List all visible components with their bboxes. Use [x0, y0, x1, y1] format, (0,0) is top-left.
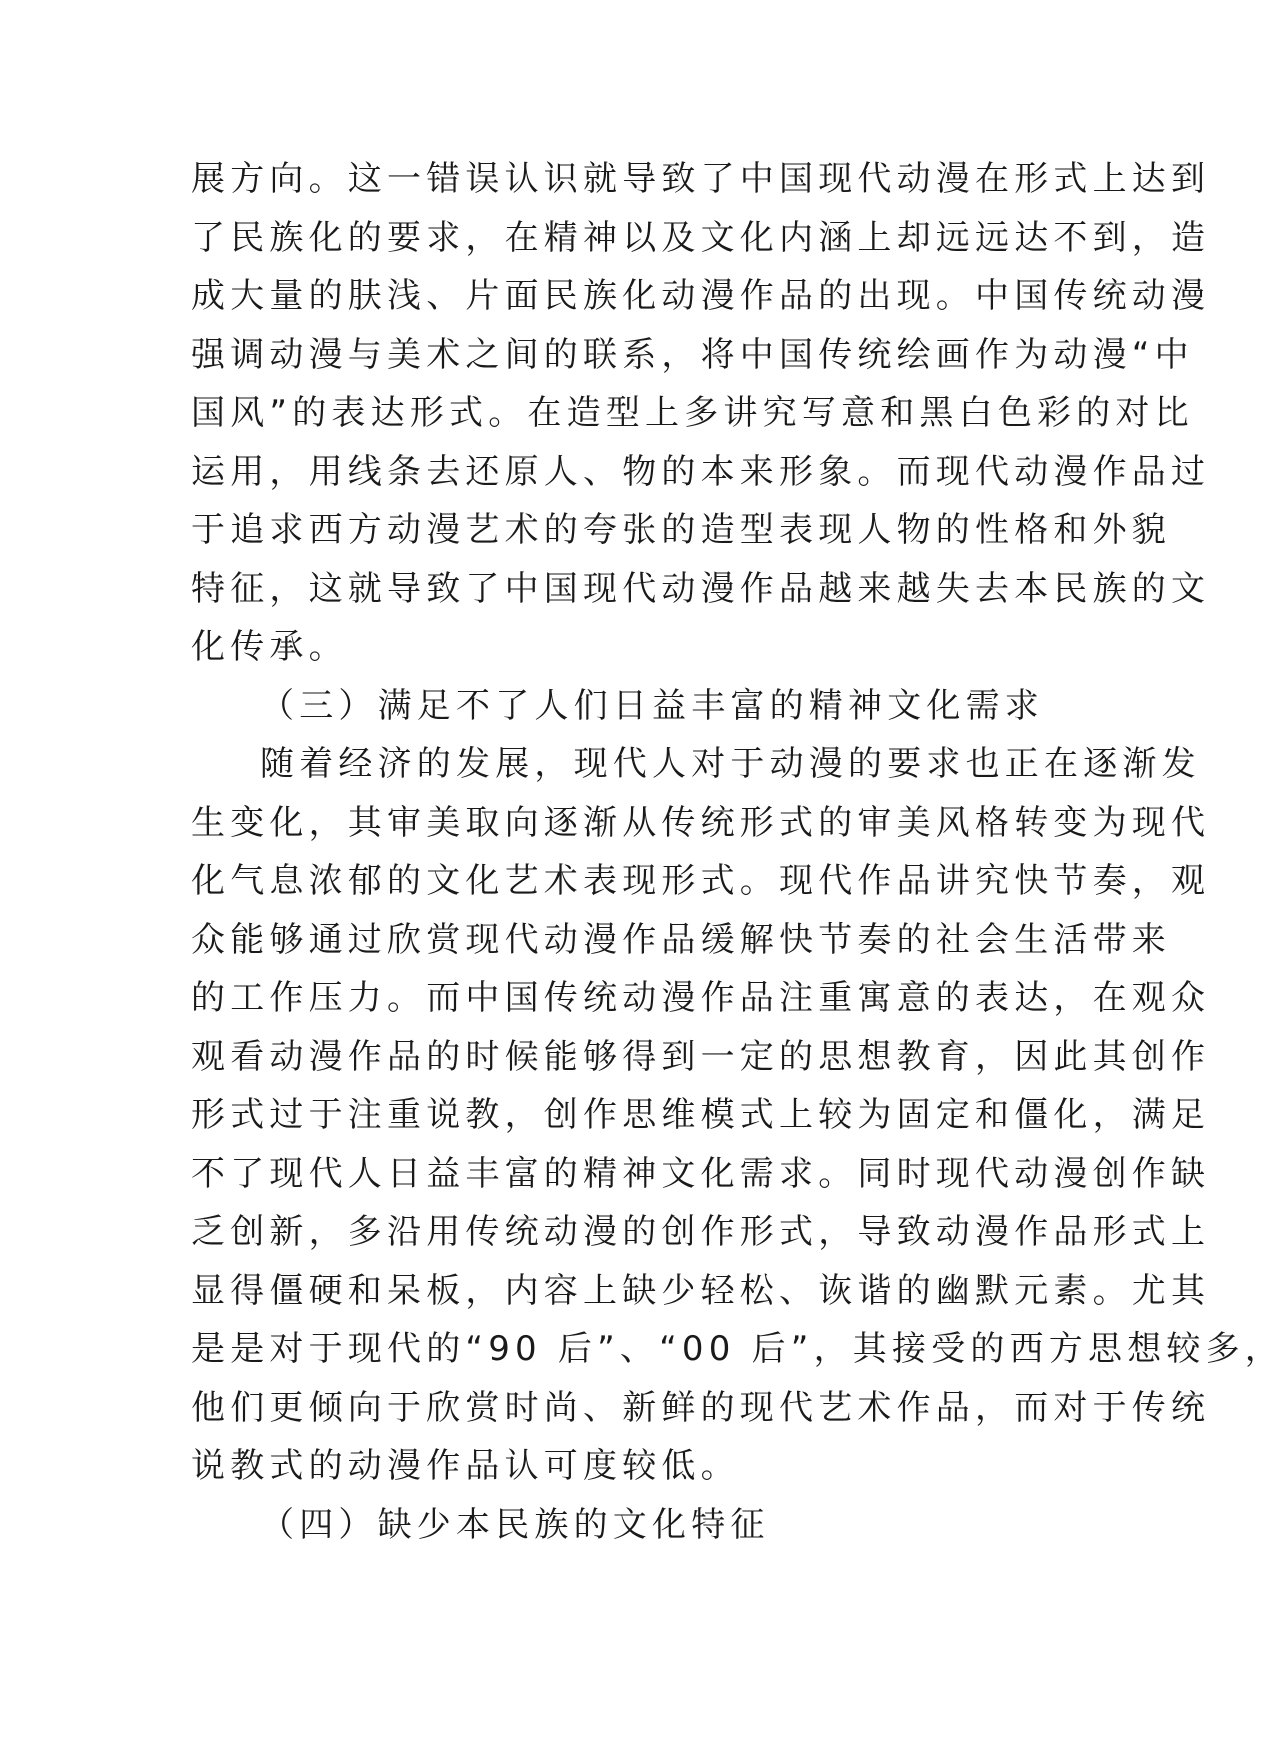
text-line: 了民族化的要求，在精神以及文化内涵上却远远达不到，造	[191, 217, 1211, 258]
text-line: 化气息浓郁的文化艺术表现形式。现代作品讲究快节奏，观	[191, 861, 1211, 901]
text-line: 是是对于现代的“90 后”、“00 后”，其接受的西方思想较多，	[191, 1329, 1284, 1369]
text-line: 于追求西方动漫艺术的夸张的造型表现人物的性格和外貌	[191, 510, 1171, 550]
text-line: 显得僵硬和呆板，内容上缺少轻松、诙谐的幽默元素。尤其	[191, 1270, 1211, 1311]
text-line: 运用，用线条去还原人、物的本来形象。而现代动漫作品过	[191, 451, 1211, 492]
text-line: 展方向。这一错误认识就导致了中国现代动漫在形式上达到	[191, 159, 1211, 199]
text-line: 不了现代人日益丰富的精神文化需求。同时现代动漫创作缺	[191, 1153, 1211, 1194]
text-line: 生变化，其审美取向逐渐从传统形式的审美风格转变为现代	[191, 802, 1211, 843]
section-heading-3: （三）满足不了人们日益丰富的精神文化需求	[260, 685, 1044, 726]
text-line: 随着经济的发展，现代人对于动漫的要求也正在逐渐发	[260, 744, 1201, 784]
text-line: 国风”的表达形式。在造型上多讲究写意和黑白色彩的对比	[191, 393, 1194, 433]
text-line: 形式过于注重说教，创作思维模式上较为固定和僵化，满足	[191, 1095, 1211, 1135]
text-line: 观看动漫作品的时候能够得到一定的思想教育，因此其创作	[191, 1036, 1211, 1077]
text-line: 他们更倾向于欣赏时尚、新鲜的现代艺术作品，而对于传统	[191, 1387, 1211, 1428]
text-line: 的工作压力。而中国传统动漫作品注重寓意的表达，在观众	[191, 978, 1211, 1018]
body-text	[191, 150, 1284, 1554]
text-line: 化传承。	[191, 627, 348, 667]
text-line: 特征，这就导致了中国现代动漫作品越来越失去本民族的文	[191, 568, 1211, 609]
text-line: 成大量的肤浅、片面民族化动漫作品的出现。中国传统动漫	[191, 276, 1211, 316]
text-line: 说教式的动漫作品认可度较低。	[191, 1446, 740, 1486]
section-heading-4: （四）缺少本民族的文化特征	[260, 1504, 770, 1545]
text-line: 众能够通过欣赏现代动漫作品缓解快节奏的社会生活带来	[191, 919, 1171, 960]
text-line: 乏创新，多沿用传统动漫的创作形式，导致动漫作品形式上	[191, 1212, 1211, 1252]
text-line: 强调动漫与美术之间的联系，将中国传统绘画作为动漫“中	[191, 334, 1194, 375]
